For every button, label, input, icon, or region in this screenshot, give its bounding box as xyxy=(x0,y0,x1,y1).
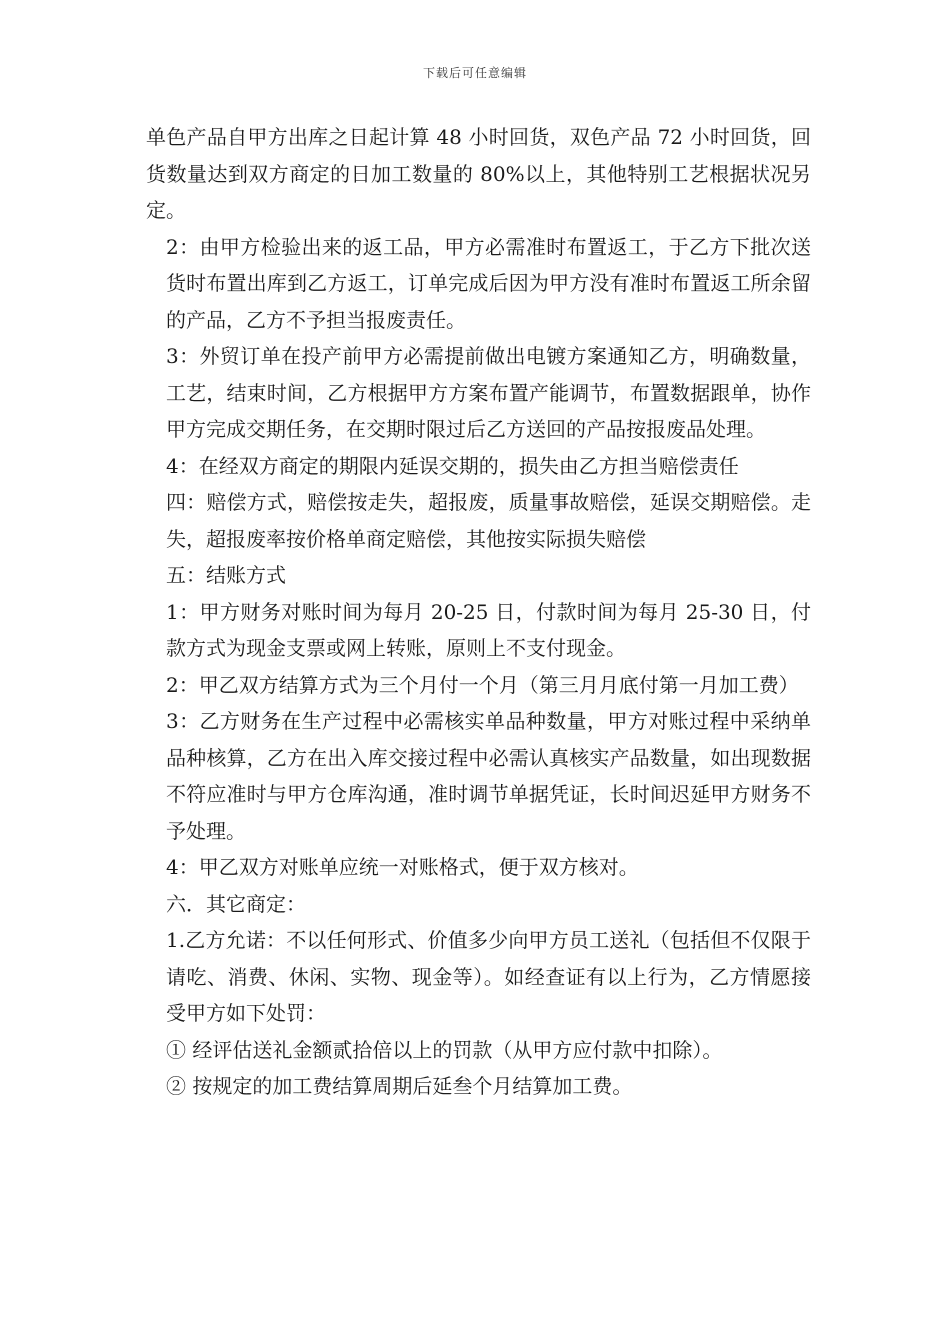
paragraph-settlement-time: 1：甲方财务对账时间为每月 20-25 日，付款时间为每月 25-30 日，付款方式为现金支票或网上转账，原则上不支付现金。 xyxy=(166,599,811,660)
paragraph-quantity-check: 3：乙方财务在生产过程中必需核实单品种数量，甲方对账过程中采纳单品种核算，乙方在出入库交接过程中必需认真核实产品数量，如出现数据不符应准时与甲方仓库沟通，准时调节单据凭证，长时间迟延甲方财务不予处理。 xyxy=(166,709,811,843)
paragraph-settlement-method: 2：甲乙双方结算方式为三个月付一个月（第三月月底付第一月加工费） xyxy=(166,672,799,697)
page-header: 下载后可任意编辑 xyxy=(422,66,527,80)
section-other-heading: 六．其它商定： xyxy=(166,891,306,916)
paragraph-foreign-orders: 3：外贸订单在投产前甲方必需提前做出电镀方案通知乙方，明确数量，工艺，结束时间，乙方根据甲方方案布置产能调节，布置数据跟单，协作甲方完成交期任务，在交期时限过后乙方送回的产品按报废品处理。 xyxy=(166,344,811,441)
penalty-item-1: ① 经评估送礼金额贰拾倍以上的罚款（从甲方应付款中扣除）。 xyxy=(166,1037,723,1062)
document-body xyxy=(146,119,811,1105)
paragraph-no-gifts-pledge: 1.乙方允诺：不以任何形式、价值多少向甲方员工送礼（包括但不仅限于请吃、消费、休闲、实物、现金等）。如经查证有以上行为，乙方情愿接受甲方如下处罚： xyxy=(166,928,811,1025)
section-compensation: 四：赔偿方式，赔偿按走失，超报废，质量事故赔偿，延误交期赔偿。走失，超报废率按价格单商定赔偿，其他按实际损失赔偿 xyxy=(166,490,811,551)
paragraph-statement-format: 4：甲乙双方对账单应统一对账格式，便于双方核对。 xyxy=(166,855,639,879)
paragraph-return-time: 单色产品自甲方出库之日起计算 48 小时回货，双色产品 72 小时回货，回货数量达到双方商定的日加工数量的 80%以上，其他特别工艺根据状况另定。 xyxy=(146,125,811,222)
paragraph-delay-liability: 4：在经双方商定的期限内延误交期的，损失由乙方担当赔偿责任 xyxy=(166,453,739,478)
paragraph-rework: 2：由甲方检验出来的返工品，甲方必需准时布置返工，于乙方下批次送货时布置出库到乙方返工，订单完成后因为甲方没有准时布置返工所余留的产品，乙方不予担当报废责任。 xyxy=(166,234,811,332)
section-settlement-heading: 五：结账方式 xyxy=(166,563,286,587)
penalty-item-2: ② 按规定的加工费结算周期后延叁个月结算加工费。 xyxy=(166,1074,633,1098)
